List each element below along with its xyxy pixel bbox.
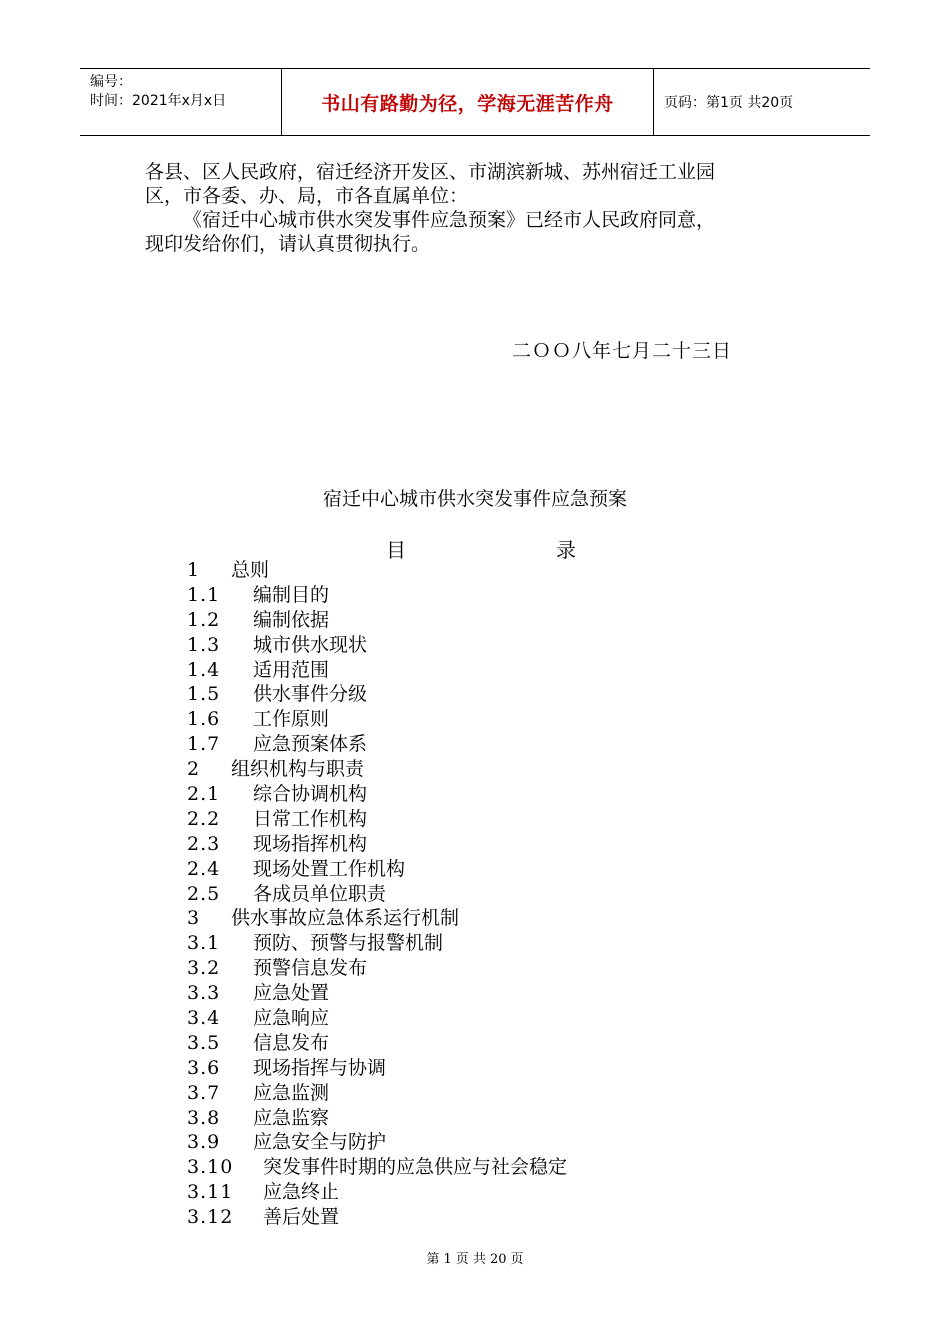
toc-entry [187,1081,567,1106]
toc-entry-text: 供水事件分级 [253,683,368,706]
toc-entry-number: 1.6 [187,708,221,731]
toc-entry [187,757,567,782]
code-label: 编号： [90,74,132,90]
recipients-line-2: 区，市各委、办、局，市各直属单位： [145,185,469,207]
toc-entry-text: 预警信息发布 [253,957,368,980]
issue-date: 二ＯＯ八年七月二十三日 [512,340,733,362]
toc-entry-text: 各成员单位职责 [253,882,387,905]
toc-entry-number: 2.3 [187,832,221,855]
toc-entry [187,832,567,857]
toc-entry-number: 2.5 [187,882,221,905]
toc-entry-text: 综合协调机构 [253,783,368,806]
toc-entry-number: 1 [187,559,201,581]
footer-total-pages: 20 [489,1252,507,1267]
toc-entry-number: 1.5 [187,683,221,706]
toc-entry-text: 供水事故应急体系运行机制 [231,907,460,930]
toc-entry-number: 2.1 [187,783,221,806]
toc-entry-number: 3.7 [187,1081,221,1104]
header-meta [80,69,282,135]
toc-entry-text: 编制目的 [253,583,330,606]
toc-entry [187,807,567,832]
toc-entry-text: 工作原则 [253,708,330,731]
recipients-line-1: 各县、区人民政府，宿迁经济开发区、市湖滨新城、苏州宿迁工业园 [145,161,716,183]
page-header [80,68,870,136]
toc-entry-text: 现场指挥机构 [253,832,368,855]
toc-entry-number: 3.9 [187,1131,221,1154]
toc-entry [187,931,567,956]
toc-entry-number: 3.6 [187,1056,221,1079]
toc-entry [187,682,567,707]
toc-entry-number: 1.2 [187,608,221,631]
toc-entry [187,857,567,882]
toc-entry-text: 应急预案体系 [253,733,368,756]
toc-entry-number: 2.4 [187,857,221,880]
toc-entry [187,633,567,658]
toc-entry-number: 3.10 [187,1156,234,1179]
toc-entry [187,658,567,683]
toc-entry-text: 善后处置 [263,1206,340,1229]
toc-entry-text: 应急终止 [263,1181,340,1204]
toc-entry [187,583,567,608]
toc-entry [187,1180,567,1205]
toc-entry-text: 日常工作机构 [253,807,368,830]
footer-suffix: 页 [510,1252,524,1267]
toc-entry-number: 3.4 [187,1007,221,1030]
toc-entry-number: 1.7 [187,733,221,756]
header-motto: 书山有路勤为径，学海无涯苦作舟 [321,92,614,115]
toc-entry-text: 应急监察 [253,1106,330,1129]
toc-entry-text: 预防、预警与报警机制 [253,932,444,955]
time-label: 时间：2021年x月x日 [90,93,227,109]
toc-entry-text: 编制依据 [253,608,330,631]
toc-entry [187,1056,567,1081]
toc-entry-text: 现场处置工作机构 [253,857,406,880]
recipients [145,160,805,256]
toc-entry [187,608,567,633]
toc-entry [187,1155,567,1180]
toc-entry-text: 现场指挥与协调 [253,1056,387,1079]
toc-entry [187,782,567,807]
header-page-info: 页码：第1页 共20页 [664,95,794,111]
footer-mid: 页 共 [455,1252,486,1267]
toc-entry-number: 1.3 [187,633,221,656]
footer-page-number: 1 [443,1252,452,1267]
toc-entry-number: 2 [187,758,201,781]
toc-entry-text: 适用范围 [253,658,330,681]
toc-entry-text: 组织机构与职责 [231,758,365,781]
toc-entry-text: 应急响应 [253,1007,330,1030]
toc-entry [187,1006,567,1031]
toc-entry-number: 1.4 [187,658,221,681]
footer-prefix: 第 [426,1252,440,1267]
toc-entry-number: 3.2 [187,957,221,980]
toc-entry-number: 2.2 [187,807,221,830]
toc-entry [187,956,567,981]
toc-entry [187,882,567,907]
toc-entry-text: 信息发布 [253,1031,330,1054]
toc-entry-number: 3.1 [187,932,221,955]
toc-entry-text: 突发事件时期的应急供应与社会稳定 [263,1156,568,1179]
toc-entry [187,981,567,1006]
toc-entry [187,1205,567,1230]
document-title: 宿迁中心城市供水突发事件应急预案 [322,488,627,510]
toc-entry-text: 应急处置 [253,982,330,1005]
toc-heading-left: 目 [386,538,406,562]
toc-entry [187,1031,567,1056]
header-motto-cell [282,69,654,135]
header-page-info-cell [654,69,870,135]
page-footer [0,1248,950,1267]
toc-entry-number: 3.12 [187,1206,234,1229]
toc-entry [187,732,567,757]
toc-entry-number: 3 [187,907,201,930]
toc-entry [187,1106,567,1131]
toc-entry-number: 3.5 [187,1031,221,1054]
toc-entry-text: 总则 [231,559,270,581]
toc-entry-text: 城市供水现状 [253,633,368,656]
toc-entry-number: 3.11 [187,1181,234,1204]
notice-body-line-1: 《宿迁中心城市供水突发事件应急预案》已经市人民政府同意， [183,209,716,231]
toc-entry-text: 应急监测 [253,1081,330,1104]
toc-entry [187,558,567,583]
toc-entry [187,906,567,931]
table-of-contents [187,558,567,1230]
toc-entry-text: 应急安全与防护 [253,1131,387,1154]
toc-entry-number: 3.3 [187,982,221,1005]
toc-entry [187,707,567,732]
toc-entry-number: 3.8 [187,1106,221,1129]
toc-entry-number: 1.1 [187,583,221,606]
toc-entry [187,1130,567,1155]
notice-body-line-2: 现印发给你们，请认真贯彻执行。 [145,233,431,255]
toc-heading-right: 录 [556,538,576,562]
